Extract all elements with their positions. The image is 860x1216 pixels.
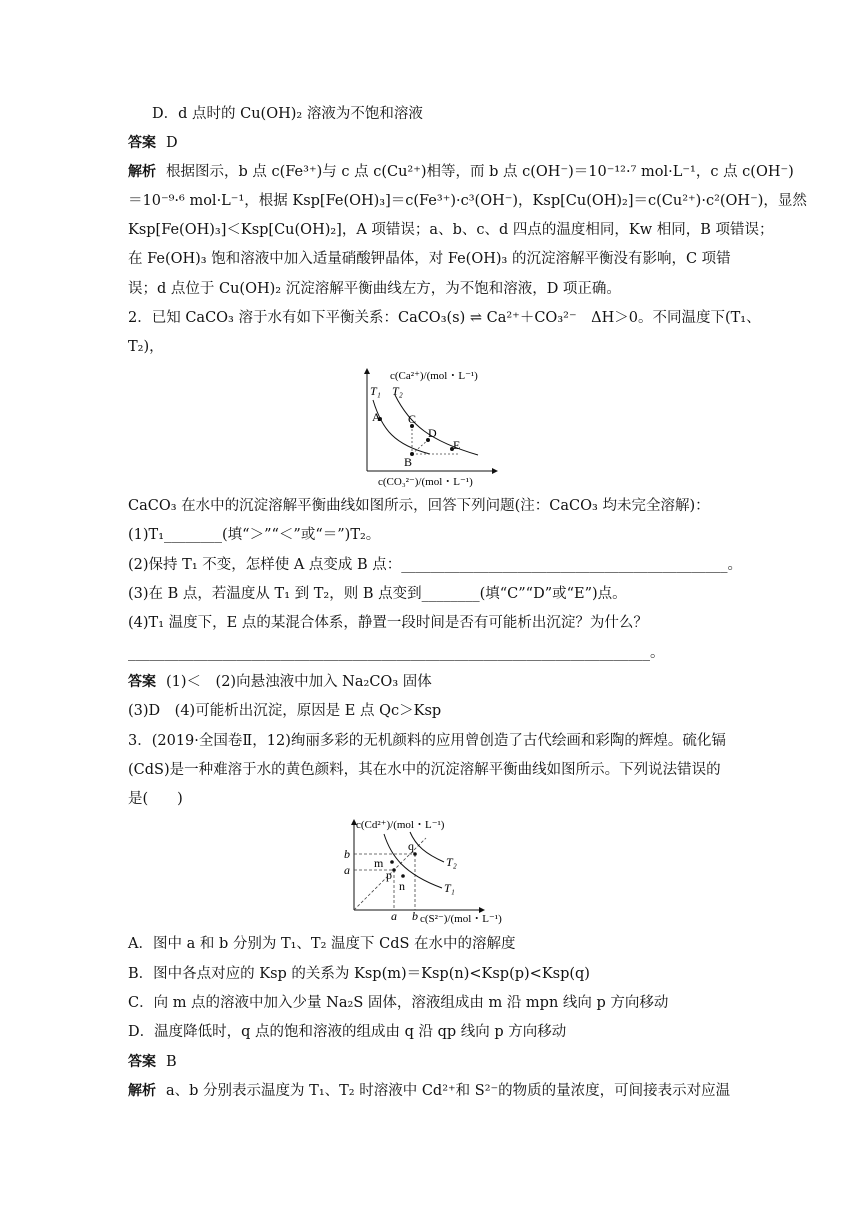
point-m xyxy=(390,860,394,864)
question-2-part: (3)在 B 点，若温度从 T₁ 到 T₂，则 B 点变到________(填“C”“D”或“E”)点。 xyxy=(128,586,627,602)
curve-label-t2: T₂ xyxy=(392,384,403,398)
curve-t2 xyxy=(410,832,444,862)
axis-mark-b: b xyxy=(344,847,350,861)
label-a: A xyxy=(372,410,381,424)
point-p xyxy=(392,868,396,872)
option-a: A．图中 a 和 b 分别为 T₁、T₂ 温度下 CdS 在水中的溶解度 xyxy=(128,936,516,952)
answer-line: 答案 (1)＜ (2)向悬浊液中加入 Na₂CO₃ 固体 xyxy=(128,674,432,690)
option-d-prev: D．d 点时的 Cu(OH)₂ 溶液为不饱和溶液 xyxy=(152,106,423,122)
question-3-stem: 是( ) xyxy=(128,791,183,807)
label-c: C xyxy=(408,412,417,426)
x-axis-label: c(CO₃²⁻)/(mol・L⁻¹) xyxy=(378,476,473,488)
y-axis-label: c(Cd²⁺)/(mol・L⁻¹) xyxy=(356,819,445,831)
curve-label-t1: T₁ xyxy=(370,384,381,398)
answer-line: 答案 B xyxy=(128,1054,177,1070)
analysis-line: 误；d 点位于 Cu(OH)₂ 沉淀溶解平衡曲线左方，为不饱和溶液，D 项正确。 xyxy=(128,281,621,297)
analysis-line: Ksp[Fe(OH)₃]＜Ksp[Cu(OH)₂]，A 项错误；a、b、c、d 四点的温度相同，Kw 相同，B 项错误； xyxy=(128,222,774,238)
x-axis-label: c(S²⁻)/(mol・L⁻¹) xyxy=(420,913,502,925)
option-c: C．向 m 点的溶液中加入少量 Na₂S 固体，溶液组成由 m 沿 mpn 线向 p 方向移动 xyxy=(128,995,669,1011)
analysis-line: 在 Fe(OH)₃ 饱和溶液中加入适量硝酸钾晶体，对 Fe(OH)₃ 的沉淀溶解平衡没有影响，C 项错 xyxy=(128,251,731,267)
question-2-stem: CaCO₃ 在水中的沉淀溶解平衡曲线如图所示，回答下列问题(注：CaCO₃ 均未完全溶解)： xyxy=(128,498,710,514)
label-n: n xyxy=(399,879,405,893)
label-m: m xyxy=(374,856,384,870)
label-d: D xyxy=(428,426,437,440)
figure-cds-curves xyxy=(336,816,526,928)
label-b: B xyxy=(404,455,413,469)
axis-mark-b-x: b xyxy=(412,909,418,923)
answer-blank: ________________________________________________________________________。 xyxy=(128,645,665,661)
label-q: q xyxy=(408,839,414,853)
answer-line: (3)D (4)可能析出沉淀，原因是 E 点 Qc＞Ksp xyxy=(128,703,442,719)
guide-line xyxy=(412,440,428,454)
axis-mark-a: a xyxy=(344,863,350,877)
question-3-stem: 3．(2019·全国卷Ⅱ，12)绚丽多彩的无机颜料的应用曾创造了古代绘画和彩陶的辉煌。硫化镉 xyxy=(128,733,726,749)
curve-label-t1: T₁ xyxy=(444,881,455,895)
label-e: E xyxy=(453,438,461,452)
figure-caco3-curves xyxy=(350,365,510,487)
analysis-line: ＝10⁻⁹·⁶ mol·L⁻¹，根据 Ksp[Fe(OH)₃]＝c(Fe³⁺)·c³(OH⁻)，Ksp[Cu(OH)₂]＝c(Cu²⁺)·c²(OH⁻)，显然 xyxy=(128,193,807,209)
option-d: D．温度降低时，q 点的饱和溶液的组成由 q 沿 qp 线向 p 方向移动 xyxy=(128,1024,567,1040)
analysis-line: 解析 a、b 分别表示温度为 T₁、T₂ 时溶液中 Cd²⁺和 S²⁻的物质的量浓度，可间接表示对应温 xyxy=(128,1083,731,1099)
question-2-stem: 2．已知 CaCO₃ 溶于水有如下平衡关系：CaCO₃(s) ⇌ Ca²⁺＋CO₃²⁻ ΔH＞0。不同温度下(T₁、 xyxy=(128,310,761,326)
analysis-line: 解析 根据图示，b 点 c(Fe³⁺)与 c 点 c(Cu²⁺)相等，而 b 点 c(OH⁻)＝10⁻¹²·⁷ mol·L⁻¹，c 点 c(OH⁻) xyxy=(128,164,794,180)
label-p: p xyxy=(386,868,392,882)
y-axis-label: c(Ca²⁺)/(mol・L⁻¹) xyxy=(390,370,478,382)
question-2-stem: T₂)， xyxy=(128,339,164,355)
question-3-stem: (CdS)是一种难溶于水的黄色颜料，其在水中的沉淀溶解平衡曲线如图所示。下列说法错误的 xyxy=(128,762,721,778)
option-b: B．图中各点对应的 Ksp 的关系为 Ksp(m)＝Ksp(n)<Ksp(p)<Ksp(q) xyxy=(128,966,590,982)
point-n xyxy=(401,874,405,878)
question-2-part: (1)T₁________(填“＞”“＜”或“＝”)T₂。 xyxy=(128,527,381,543)
answer-line: 答案 D xyxy=(128,135,178,151)
curve-label-t2: T₂ xyxy=(446,855,457,869)
axis-mark-a-x: a xyxy=(391,909,397,923)
question-2-part: (2)保持 T₁ 不变，怎样使 A 点变成 B 点：_____________________________________________。 xyxy=(128,557,743,573)
question-2-part: (4)T₁ 温度下，E 点的某混合体系，静置一段时间是否有可能析出沉淀？为什么？ xyxy=(128,615,648,631)
